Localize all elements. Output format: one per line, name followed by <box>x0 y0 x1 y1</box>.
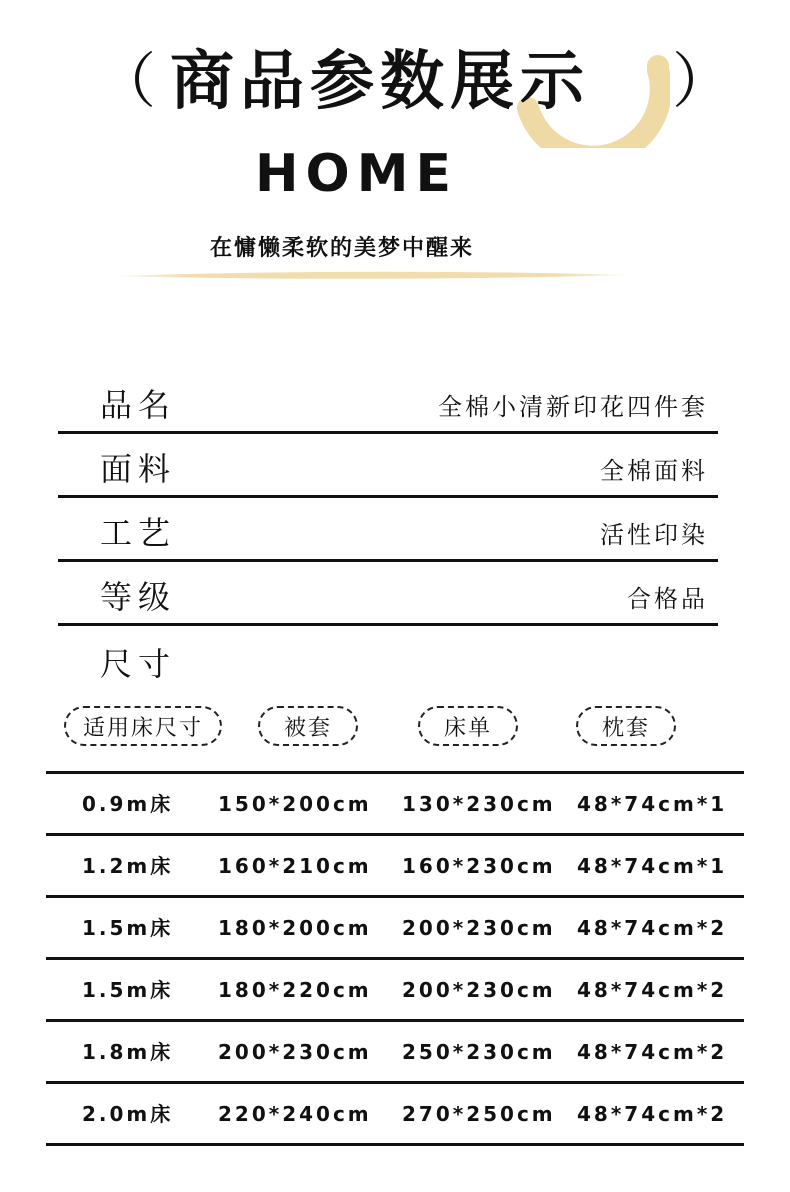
table-row <box>46 898 744 960</box>
cell-bed-size: 1.8m床 <box>82 1039 174 1064</box>
param-row-craft <box>58 498 718 562</box>
param-row-name <box>58 370 718 434</box>
cell-pillowcase: 48*74cm*2 <box>577 1101 728 1126</box>
cell-pillowcase: 48*74cm*1 <box>577 791 728 816</box>
size-table <box>46 771 744 1146</box>
param-label: 工艺 <box>100 514 177 552</box>
cell-pillowcase: 48*74cm*1 <box>577 853 728 878</box>
param-label: 品名 <box>100 386 177 424</box>
param-row-fabric <box>58 434 718 498</box>
cell-duvet: 160*210cm <box>218 853 372 878</box>
header-pill-bed-size: 适用床尺寸 <box>64 706 222 746</box>
size-table-header <box>0 706 790 750</box>
table-row <box>46 960 744 1022</box>
cell-bed-size: 2.0m床 <box>82 1101 174 1126</box>
product-params <box>58 370 718 690</box>
header-pill-pillowcase: 枕套 <box>576 706 676 746</box>
param-value: 合格品 <box>627 585 708 613</box>
table-row <box>46 1022 744 1084</box>
param-value: 活性印染 <box>600 521 708 549</box>
header-pill-duvet: 被套 <box>258 706 358 746</box>
cell-sheet: 200*230cm <box>402 915 556 940</box>
cell-duvet: 200*230cm <box>218 1039 372 1064</box>
cell-duvet: 220*240cm <box>218 1101 372 1126</box>
param-label: 等级 <box>100 578 177 616</box>
tagline: 在慵懒柔软的美梦中醒来 <box>210 236 475 261</box>
title-paren-left: （ <box>96 47 156 117</box>
param-label: 面料 <box>100 450 177 488</box>
title-paren-right: ） <box>672 47 732 117</box>
table-row <box>46 836 744 898</box>
param-row-grade <box>58 562 718 626</box>
cell-pillowcase: 48*74cm*2 <box>577 977 728 1002</box>
cell-bed-size: 1.2m床 <box>82 853 174 878</box>
cell-sheet: 130*230cm <box>402 791 556 816</box>
param-value: 全棉面料 <box>600 457 708 485</box>
cell-bed-size: 1.5m床 <box>82 915 174 940</box>
table-row <box>46 1084 744 1146</box>
page-title: 商品参数展示 <box>170 45 590 119</box>
cell-pillowcase: 48*74cm*2 <box>577 1039 728 1064</box>
cell-duvet: 180*220cm <box>218 977 372 1002</box>
table-row <box>46 774 744 836</box>
param-label: 尺寸 <box>100 645 177 683</box>
brush-stroke-decoration <box>110 268 635 282</box>
cell-sheet: 270*250cm <box>402 1101 556 1126</box>
param-value: 全棉小清新印花四件套 <box>438 393 708 421</box>
subtitle-home: HOME <box>255 144 458 204</box>
cell-duvet: 180*200cm <box>218 915 372 940</box>
cell-duvet: 150*200cm <box>218 791 372 816</box>
cell-sheet: 250*230cm <box>402 1039 556 1064</box>
page-header <box>0 0 790 300</box>
cell-sheet: 160*230cm <box>402 853 556 878</box>
cell-bed-size: 1.5m床 <box>82 977 174 1002</box>
cell-sheet: 200*230cm <box>402 977 556 1002</box>
cell-pillowcase: 48*74cm*2 <box>577 915 728 940</box>
header-pill-sheet: 床单 <box>418 706 518 746</box>
cell-bed-size: 0.9m床 <box>82 791 174 816</box>
param-row-size <box>58 626 718 690</box>
